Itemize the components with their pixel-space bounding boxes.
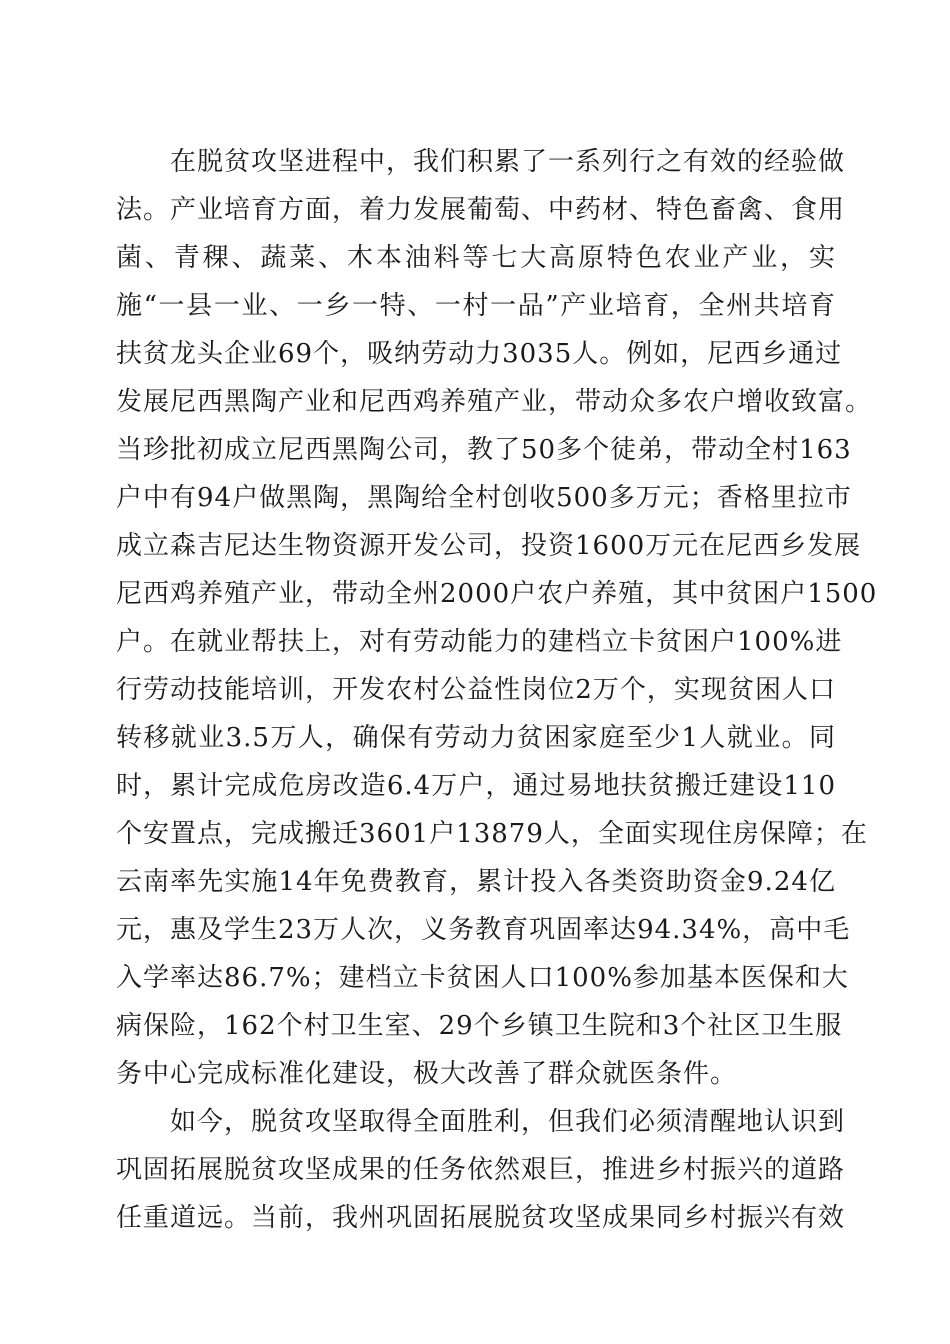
text-line: 时，累计完成危房改造6.4万户，通过易地扶贫搬迁建设110 <box>116 771 836 801</box>
text-line: 任重道远。当前，我州巩固拓展脱贫攻坚成果同乡村振兴有效 <box>116 1203 846 1233</box>
text-line: 入学率达86.7%；建档立卡贫困人口100%参加基本医保和大 <box>116 963 849 993</box>
text-line: 户中有94户做黑陶，黑陶给全村创收500多万元；香格里拉市 <box>116 483 852 513</box>
text-line: 尼西鸡养殖产业，带动全州2000户农户养殖，其中贫困户1500 <box>116 579 878 609</box>
text-line: 菌、青稞、蔬菜、木本油料等七大高原特色农业产业，实 <box>116 243 836 273</box>
text-line: 发展尼西黑陶产业和尼西鸡养殖产业，带动众多农户增收致富。 <box>116 387 873 417</box>
paragraph-1 <box>116 138 878 1098</box>
text-line: 云南率先实施14年免费教育，累计投入各类资助资金9.24亿 <box>116 867 836 897</box>
text-line: 在脱贫攻坚进程中，我们积累了一系列行之有效的经验做 <box>170 147 846 177</box>
text-line: 元，惠及学生23万人次，义务教育巩固率达94.34%，高中毛 <box>116 915 851 945</box>
text-line: 当珍批初成立尼西黑陶公司，教了50多个徒弟，带动全村163 <box>116 435 852 465</box>
text-line: 病保险，162个村卫生室、29个乡镇卫生院和3个社区卫生服 <box>116 1011 843 1041</box>
text-line: 法。产业培育方面，着力发展葡萄、中药材、特色畜禽、食用 <box>116 195 846 225</box>
text-line: 转移就业3.5万人，确保有劳动力贫困家庭至少1人就业。同 <box>116 723 836 753</box>
body-text <box>116 138 878 1242</box>
text-line: 务中心完成标准化建设，极大改善了群众就医条件。 <box>116 1059 738 1089</box>
text-line: 如今，脱贫攻坚取得全面胜利，但我们必须清醒地认识到 <box>170 1107 846 1137</box>
paragraph-2 <box>116 1098 846 1242</box>
text-line: 户。在就业帮扶上，对有劳动能力的建档立卡贫困户100%进 <box>116 627 843 657</box>
text-line: 成立森吉尼达生物资源开发公司，投资1600万元在尼西乡发展 <box>116 531 862 561</box>
text-line: 扶贫龙头企业69个，吸纳劳动力3035人。例如，尼西乡通过 <box>116 339 843 369</box>
text-line: 巩固拓展脱贫攻坚成果的任务依然艰巨，推进乡村振兴的道路 <box>116 1155 846 1185</box>
text-line: 行劳动技能培训，开发农村公益性岗位2万个，实现贫困人口 <box>116 675 836 705</box>
text-line: 施“一县一业、一乡一特、一村一品”产业培育，全州共培育 <box>116 291 836 321</box>
text-line: 个安置点，完成搬迁3601户13879人，全面实现住房保障；在 <box>116 819 868 849</box>
